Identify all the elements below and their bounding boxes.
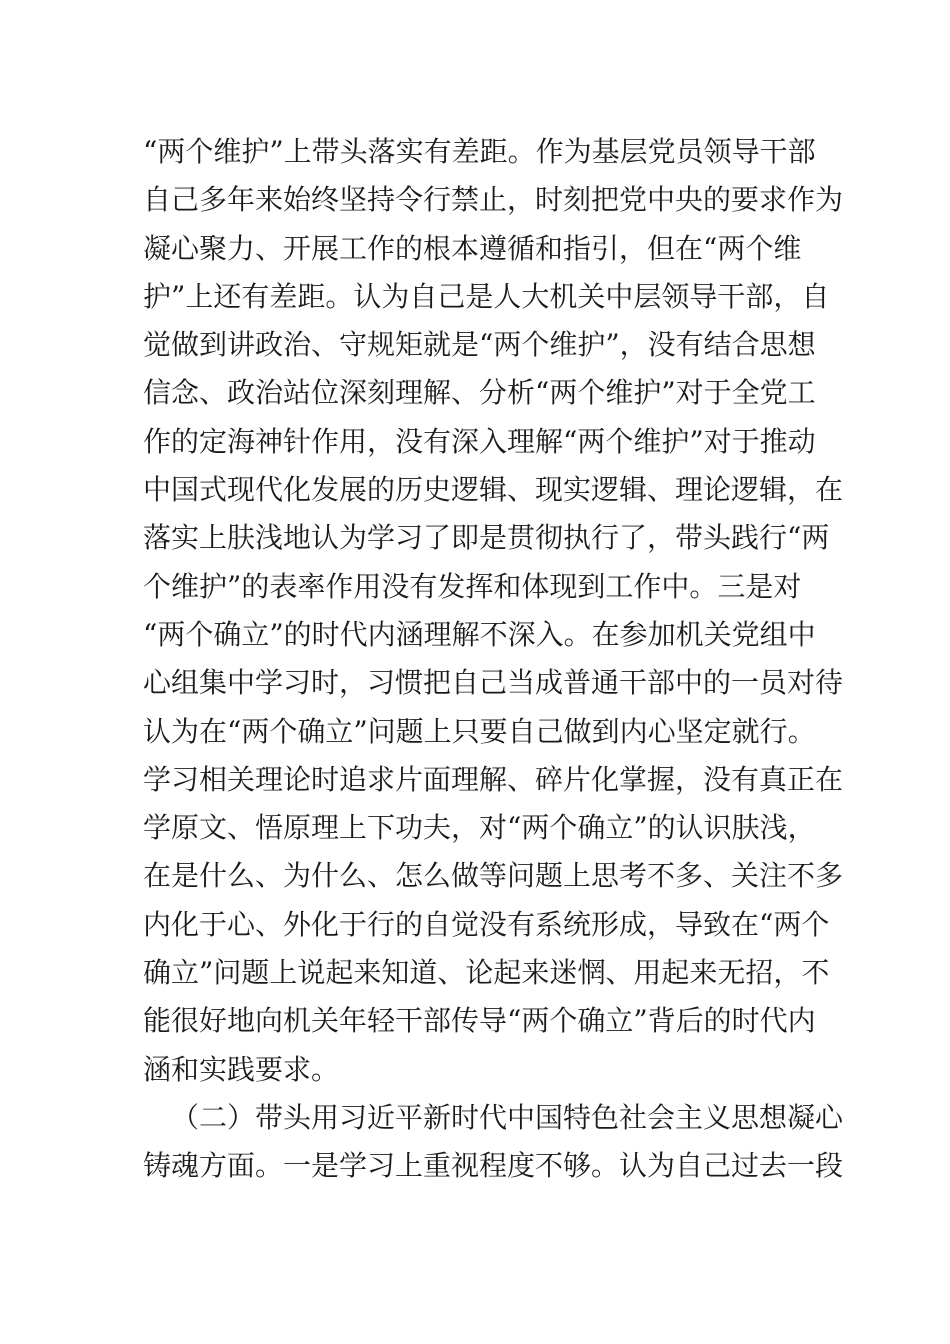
text-line: 凝心聚力、开展工作的根本遵循和指引，但在“两个维	[143, 231, 802, 265]
text-line: 学原文、悟原理上下功夫，对“两个确立”的认识肤浅，	[143, 811, 816, 845]
text-line: 落实上肤浅地认为学习了即是贯彻执行了，带头践行“两	[143, 521, 830, 555]
text-line: 心组集中学习时，习惯把自己当成普通干部中的一员对待	[143, 666, 843, 700]
section-heading-line: （二）带头用习近平新时代中国特色社会主义思想凝心	[171, 1100, 843, 1134]
text-line: “两个维护”上带头落实有差距。作为基层党员领导干部	[143, 135, 816, 168]
text-line: 觉做到讲政治、守规矩就是“两个维护”，没有结合思想	[143, 328, 816, 362]
text-line: 信念、政治站位深刻理解、分析“两个维护”对于全党工	[143, 376, 816, 410]
text-line: 能很好地向机关年轻干部传导“两个确立”背后的时代内	[143, 1004, 816, 1038]
text-line: 中国式现代化发展的历史逻辑、现实逻辑、理论逻辑，在	[143, 473, 843, 507]
text-line: 作的定海神针作用，没有深入理解“两个维护”对于推动	[143, 424, 816, 458]
text-line: 学习相关理论时追求片面理解、碎片化掌握，没有真正在	[143, 762, 843, 796]
text-line: 在是什么、为什么、怎么做等问题上思考不多、关注不多	[143, 859, 843, 893]
text-line: 涵和实践要求。	[143, 1052, 340, 1086]
body-text	[143, 128, 843, 1191]
text-line: 确立”问题上说起来知道、论起来迷惘、用起来无招，不	[143, 956, 830, 990]
text-line: 内化于心、外化于行的自觉没有系统形成，导致在“两个	[143, 907, 830, 941]
text-line: “两个确立”的时代内涵理解不深入。在参加机关党组中	[143, 617, 816, 651]
text-line: 个维护”的表率作用没有发挥和体现到工作中。三是对	[143, 569, 802, 603]
text-line: 护”上还有差距。认为自己是人大机关中层领导干部，自	[143, 279, 830, 313]
text-line: 铸魂方面。一是学习上重视程度不够。认为自己过去一段	[143, 1149, 843, 1183]
text-line: 自己多年来始终坚持令行禁止，时刻把党中央的要求作为	[143, 183, 843, 217]
text-line: 认为在“两个确立”问题上只要自己做到内心坚定就行。	[143, 714, 816, 748]
